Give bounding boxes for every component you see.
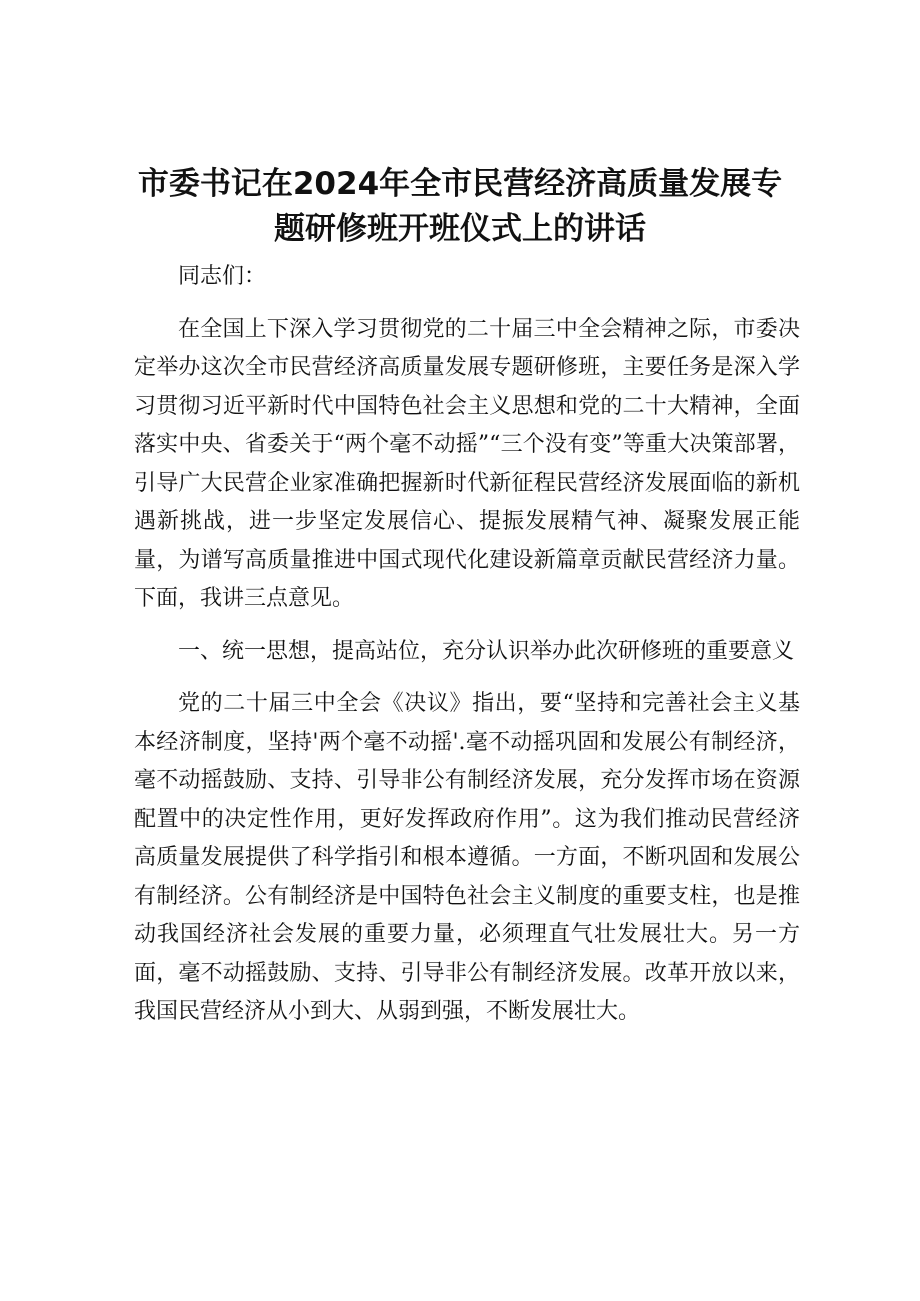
paragraph-section-1: 党的二十届三中全会《决议》指出，要“坚持和完善社会主义基本经济制度，坚持'两个毫不动摇'.毫不动摇巩固和发展公有制经济，毫不动摇鼓励、支持、引导非公有制经济发展，充分发挥市场在资源配置中的决定性作用，更好发挥政府作用”。这为我们推动民营经济高质量发展提供了科学指引和根本遵循。一方面，不断巩固和发展公有制经济。公有制经济是中国特色社会主义制度的重要支柱，也是推动我国经济社会发展的重要力量，必须理直气壮发展壮大。另一方面，毫不动摇鼓励、支持、引导非公有制经济发展。改革开放以来，我国民营经济从小到大、从弱到强，不断发展壮大。: [134, 691, 800, 1024]
paragraph-intro: 在全国上下深入学习贯彻党的二十届三中全会精神之际，市委决定举办这次全市民营经济高质量发展专题研修班，主要任务是深入学习贯彻习近平新时代中国特色社会主义思想和党的二十大精神，全面落实中央、省委关于“两个毫不动摇”“三个没有变”等重大决策部署，引导广大民营企业家准确把握新时代新征程民营经济发展面临的新机遇新挑战，进一步坚定发展信心、提振发展精气神、凝聚发展正能量，为谱写高质量推进中国式现代化建设新篇章贡献民营经济力量。下面，我讲三点意见。: [134, 316, 800, 611]
document-title: [120, 162, 800, 252]
title-line-2: 题研修班开班仪式上的讲话: [274, 211, 646, 247]
title-line-1: 市委书记在2024年全市民营经济高质量发展专: [137, 166, 783, 202]
document-body: [134, 258, 800, 1032]
salutation: 同志们：: [178, 264, 267, 289]
section-heading-1: 一、统一思想，提高站位，充分认识举办此次研修班的重要意义: [178, 638, 795, 664]
